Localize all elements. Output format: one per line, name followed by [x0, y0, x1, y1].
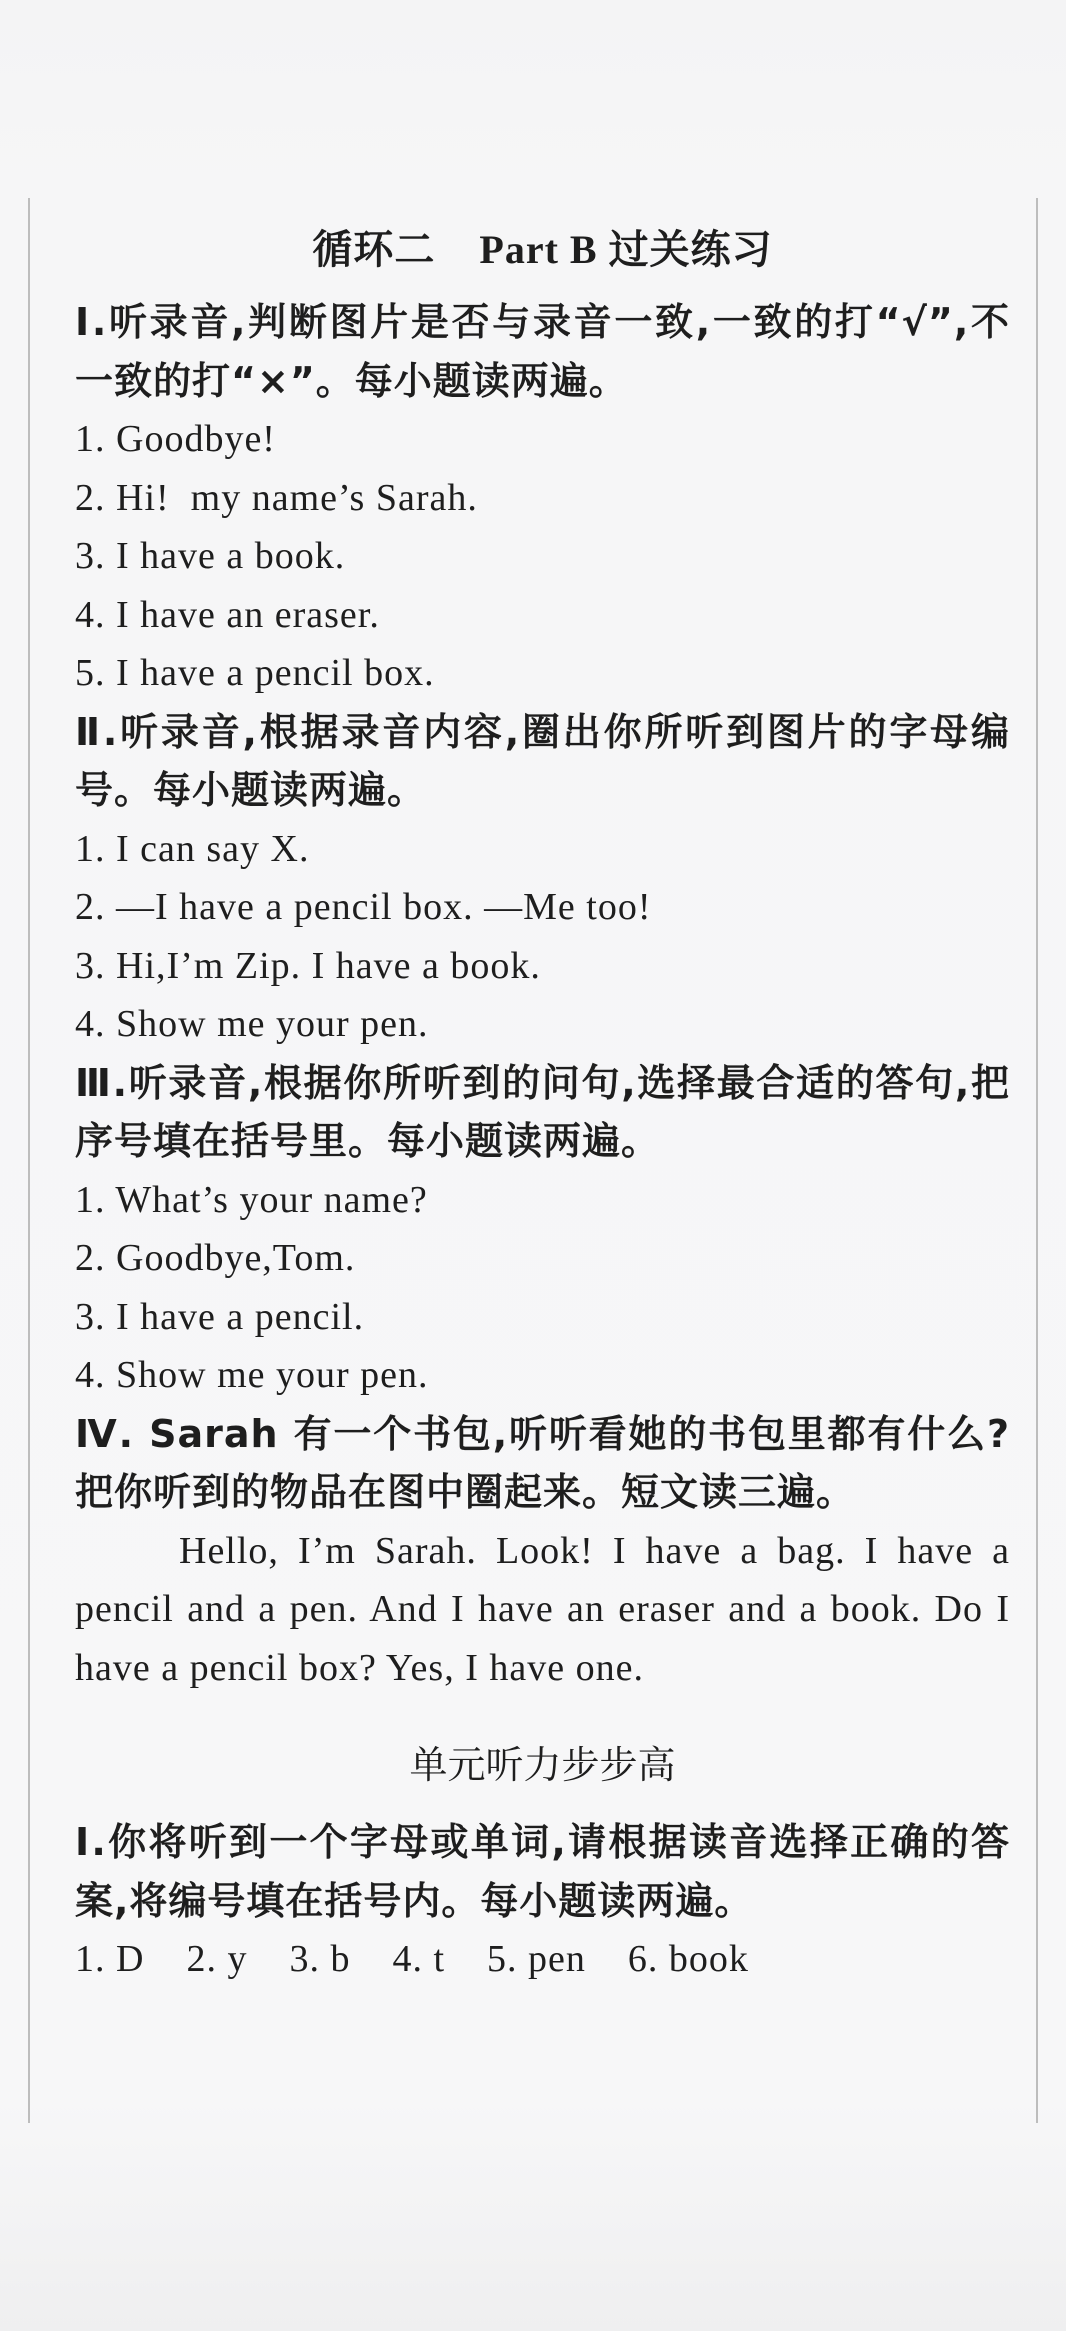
answer-item: 4. t	[392, 1938, 446, 1980]
section-4-passage: Hello, I’m Sarah. Look! I have a bag. I have a pencil and a pen. And I have an eraser and a book. Do I have a pencil box? Yes, I have one.	[75, 1529, 1010, 1689]
answer-item: 3. b	[289, 1938, 351, 1980]
answer-item: 2. y	[186, 1938, 248, 1980]
title-part: Part B	[479, 227, 598, 272]
answer-item: 5. pen	[487, 1938, 586, 1980]
section-1-line: 1. Goodbye!	[75, 418, 276, 460]
title-prefix: 循环二	[312, 227, 436, 273]
section-1-line: 5. I have a pencil box.	[75, 652, 435, 694]
section-1-line: 4. I have an eraser.	[75, 593, 380, 636]
section-4-heading: Ⅳ. Sarah 有一个书包,听听看她的书包里都有什么? 把你听到的物品在图中圈起来。短文读三遍。	[75, 1411, 1010, 1514]
section-1-line: 3. I have a book.	[75, 535, 346, 577]
answer-item: 1. D	[75, 1938, 145, 1980]
title-suffix: 过关练习	[608, 227, 773, 273]
section-3-line: 2. Goodbye,Tom.	[75, 1237, 356, 1279]
section-3-line: 1. What’s your name?	[75, 1178, 428, 1221]
section-2-line: 1. I can say X.	[75, 827, 310, 870]
content	[75, 215, 1010, 1989]
section-2-heading: Ⅱ.听录音,根据录音内容,圈出你所听到图片的字母编号。每小题读两遍。	[75, 709, 1010, 812]
section-3-line: 3. I have a pencil.	[75, 1295, 365, 1338]
page-title	[75, 215, 1010, 285]
unit-title: 单元听力步步高	[409, 1743, 676, 1787]
section-2-line: 4. Show me your pen.	[75, 1003, 429, 1045]
answer-item: 6. book	[627, 1938, 749, 1980]
section-1-heading: Ⅰ.听录音,判断图片是否与录音一致,一致的打“√”,不一致的打“×”。每小题读两遍。	[75, 300, 1010, 403]
section-2-line: 3. Hi,I’m Zip. I have a book.	[75, 944, 541, 987]
section-2-line: 2. —I have a pencil box. —Me too!	[75, 886, 652, 928]
section-1-line: 2. Hi! my name’s Sarah.	[75, 476, 478, 519]
section-3-line: 4. Show me your pen.	[75, 1354, 429, 1396]
unit-answer-row	[75, 1930, 1010, 1989]
unit-section-1-heading: Ⅰ.你将听到一个字母或单词,请根据读音选择正确的答案,将编号填在括号内。每小题读两遍。	[75, 1820, 1010, 1923]
section-3-heading: Ⅲ.听录音,根据你所听到的问句,选择最合适的答句,把序号填在括号里。每小题读两遍。	[75, 1060, 1010, 1163]
left-border-line	[28, 198, 30, 2123]
right-border-line	[1036, 198, 1038, 2123]
